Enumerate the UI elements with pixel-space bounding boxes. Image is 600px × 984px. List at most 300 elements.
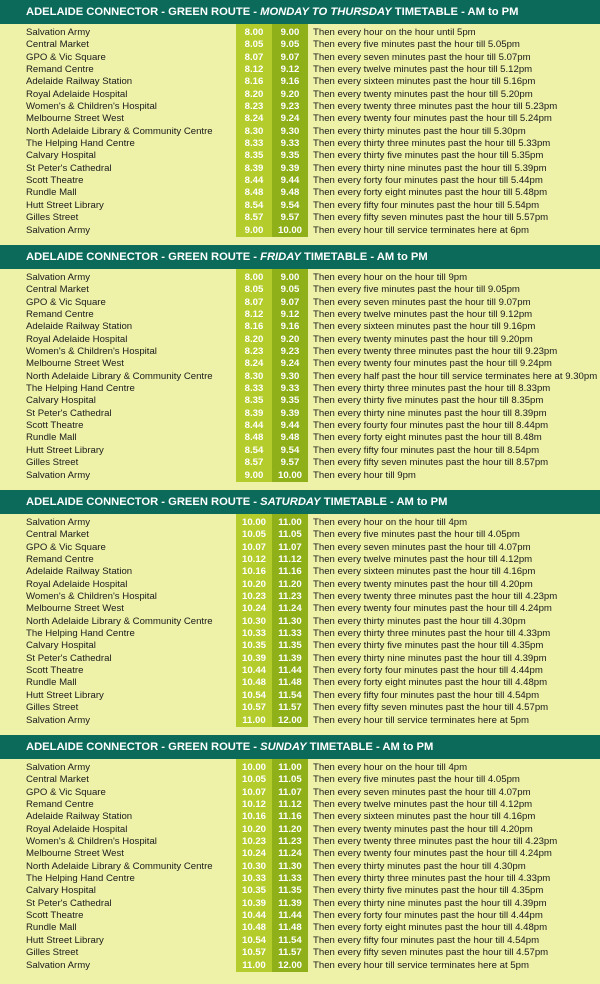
stop-name: GPO & Vic Square — [26, 296, 106, 308]
frequency-note: Then every twelve minutes past the hour till 4.12pm — [313, 554, 533, 566]
header-day-label: SATURDAY — [260, 496, 321, 508]
second-departure-time: 9.12 — [280, 309, 300, 321]
second-departure-time: 11.20 — [278, 578, 302, 590]
first-departure-time: 10.39 — [241, 897, 266, 909]
stop-name: Women's & Children's Hospital — [26, 346, 157, 358]
second-departure-time: 11.33 — [278, 628, 302, 640]
second-departure-time: 9.12 — [280, 64, 300, 76]
first-departure-time: 10.24 — [241, 848, 266, 860]
stop-name: Gilles Street — [26, 702, 79, 714]
stop-name: Salvation Army — [26, 469, 90, 481]
frequency-note: Then every twelve minutes past the hour till 5.12pm — [313, 64, 533, 76]
first-departure-time: 10.39 — [241, 652, 266, 664]
first-departure-time: 8.07 — [244, 51, 264, 63]
first-departure-time: 8.44 — [244, 420, 264, 432]
stop-name: Hutt Street Library — [26, 444, 104, 456]
frequency-note: Then every sixteen minutes past the hour till 9.16pm — [313, 321, 536, 333]
first-departure-time: 9.00 — [244, 224, 264, 236]
frequency-note: Then every hour on the hour till 4pm — [313, 762, 468, 773]
stop-name: Hutt Street Library — [26, 689, 104, 701]
table-row — [0, 76, 600, 88]
stop-name: Women's & Children's Hospital — [26, 101, 157, 113]
frequency-note: Then every twelve minutes past the hour till 9.12pm — [313, 309, 533, 321]
table-row — [0, 445, 600, 457]
first-departure-time: 10.23 — [241, 836, 266, 848]
second-departure-time: 9.07 — [280, 51, 300, 63]
table-row — [0, 101, 600, 113]
timetable-table — [0, 514, 600, 727]
table-row — [0, 616, 600, 628]
stop-name: Rundle Mall — [26, 432, 77, 444]
second-departure-time: 9.24 — [280, 113, 300, 125]
stop-name: Melbourne Street West — [26, 603, 124, 615]
first-departure-time: 8.57 — [244, 457, 264, 469]
frequency-note: Then every fifty four minutes past the hour till 4.54pm — [313, 934, 540, 946]
header-route-label: ADELAIDE CONNECTOR - GREEN ROUTE - — [26, 6, 261, 18]
second-departure-time: 9.48 — [280, 432, 300, 444]
frequency-note: Then every twenty minutes past the hour till 4.20pm — [313, 578, 533, 590]
stop-name: Scott Theatre — [26, 420, 84, 432]
second-departure-time: 9.35 — [280, 150, 300, 162]
frequency-note: Then every hour on the hour till 4pm — [313, 517, 468, 528]
frequency-note: Then every twenty three minutes past the hour till 4.23pm — [313, 591, 558, 603]
second-departure-time: 11.48 — [278, 922, 302, 934]
first-departure-time: 10.30 — [241, 615, 266, 627]
frequency-note: Then every sixteen minutes past the hour till 5.16pm — [313, 76, 536, 88]
header-day-label: SUNDAY — [260, 741, 307, 753]
first-departure-time: 10.35 — [241, 640, 266, 652]
first-departure-time: 10.05 — [241, 774, 266, 786]
second-departure-time: 9.54 — [280, 199, 300, 211]
table-row — [0, 321, 600, 333]
first-departure-time: 8.16 — [244, 76, 264, 88]
frequency-note: Then every twenty four minutes past the hour till 4.24pm — [313, 603, 552, 615]
frequency-note: Then every seven minutes past the hour till 4.07pm — [313, 541, 531, 553]
frequency-note: Then every forty eight minutes past the hour till 4.48pm — [313, 922, 548, 934]
second-departure-time: 9.16 — [280, 76, 300, 88]
second-departure-time: 9.39 — [280, 407, 300, 419]
section-header — [0, 490, 600, 514]
table-row — [0, 225, 600, 237]
table-row — [0, 200, 600, 212]
frequency-note: Then every five minutes past the hour till 4.05pm — [313, 529, 520, 541]
stop-name: GPO & Vic Square — [26, 541, 106, 553]
stop-name: Royal Adelaide Hospital — [26, 88, 128, 100]
second-departure-time: 9.23 — [280, 101, 300, 113]
frequency-note: Then every twenty three minutes past the hour till 9.23pm — [313, 346, 558, 358]
table-row — [0, 811, 600, 823]
second-departure-time: 11.39 — [278, 652, 302, 664]
first-departure-time: 11.00 — [242, 714, 266, 726]
second-departure-time: 9.20 — [280, 88, 300, 100]
second-departure-time: 9.24 — [280, 358, 300, 370]
table-row — [0, 113, 600, 125]
frequency-note: Then every twenty three minutes past the hour till 5.23pm — [313, 101, 558, 113]
frequency-note: Then every thirty three minutes past the hour till 5.33pm — [313, 138, 551, 150]
second-departure-time: 9.57 — [280, 457, 300, 469]
first-departure-time: 8.48 — [244, 187, 264, 199]
stop-name: Women's & Children's Hospital — [26, 591, 157, 603]
stop-name: Adelaide Railway Station — [26, 321, 133, 333]
first-departure-time: 10.44 — [241, 665, 266, 677]
frequency-note: Then every thirty nine minutes past the hour till 4.39pm — [313, 897, 547, 909]
stop-name: Salvation Army — [26, 959, 90, 971]
first-departure-time: 8.12 — [244, 64, 264, 76]
table-row — [0, 922, 600, 934]
frequency-note: Then every fifty seven minutes past the hour till 5.57pm — [313, 212, 549, 224]
table-row — [0, 690, 600, 702]
stop-name: The Helping Hand Centre — [26, 138, 135, 150]
first-departure-time: 10.30 — [241, 860, 266, 872]
table-row — [0, 824, 600, 836]
table-row — [0, 579, 600, 591]
stop-name: The Helping Hand Centre — [26, 873, 135, 885]
frequency-note: Then every twenty minutes past the hour till 5.20pm — [313, 88, 533, 100]
first-departure-time: 10.44 — [241, 910, 266, 922]
stop-name: Remand Centre — [26, 64, 94, 76]
first-departure-time: 8.35 — [244, 395, 264, 407]
table-row — [0, 358, 600, 370]
second-departure-time: 11.23 — [278, 591, 302, 603]
second-departure-time: 11.12 — [278, 799, 302, 811]
first-departure-time: 10.12 — [241, 554, 266, 566]
first-departure-time: 10.12 — [241, 799, 266, 811]
frequency-note: Then every fifty seven minutes past the hour till 4.57pm — [313, 947, 549, 959]
timetable-section — [0, 490, 600, 727]
second-departure-time: 11.00 — [278, 762, 302, 773]
frequency-note: Then every forty eight minutes past the hour till 4.48pm — [313, 677, 548, 689]
frequency-note: Then every fourty four minutes past the hour till 8.44pm — [313, 420, 549, 432]
table-row — [0, 935, 600, 947]
second-departure-time: 11.24 — [278, 603, 302, 615]
second-departure-time: 9.05 — [280, 39, 300, 51]
frequency-note: Then every five minutes past the hour till 9.05pm — [313, 284, 520, 296]
table-row — [0, 702, 600, 714]
frequency-note: Then every fifty four minutes past the hour till 8.54pm — [313, 444, 540, 456]
second-departure-time: 9.30 — [280, 125, 300, 137]
frequency-note: Then every thirty three minutes past the hour till 4.33pm — [313, 628, 551, 640]
frequency-note: Then every fifty four minutes past the hour till 5.54pm — [313, 199, 540, 211]
first-departure-time: 10.23 — [241, 591, 266, 603]
second-departure-time: 11.16 — [278, 811, 302, 823]
stop-name: Salvation Army — [26, 762, 90, 773]
first-departure-time: 10.48 — [241, 677, 266, 689]
stop-name: Royal Adelaide Hospital — [26, 333, 128, 345]
first-departure-time: 8.23 — [244, 101, 264, 113]
stop-name: Scott Theatre — [26, 665, 84, 677]
frequency-note: Then every twenty four minutes past the hour till 4.24pm — [313, 848, 552, 860]
first-departure-time: 8.05 — [244, 284, 264, 296]
second-departure-time: 9.44 — [280, 420, 300, 432]
section-header — [0, 735, 600, 759]
stop-name: Hutt Street Library — [26, 199, 104, 211]
frequency-note: Then every thirty three minutes past the hour till 8.33pm — [313, 383, 551, 395]
second-departure-time: 9.30 — [280, 370, 300, 382]
table-row — [0, 284, 600, 296]
frequency-note: Then every forty four minutes past the hour till 4.44pm — [313, 910, 543, 922]
stop-name: Central Market — [26, 529, 89, 541]
second-departure-time: 10.00 — [277, 469, 302, 481]
table-row — [0, 212, 600, 224]
frequency-note: Then every forty eight minutes past the hour till 8.48m — [313, 432, 542, 444]
table-row — [0, 138, 600, 150]
table-row — [0, 420, 600, 432]
table-row — [0, 653, 600, 665]
frequency-note: Then every twenty four minutes past the hour till 5.24pm — [313, 113, 552, 125]
frequency-note: Then every hour till service terminates here at 5pm — [313, 959, 529, 971]
first-departure-time: 8.48 — [244, 432, 264, 444]
table-row — [0, 910, 600, 922]
first-departure-time: 8.05 — [244, 39, 264, 51]
header-timetable-label: TIMETABLE - AM to PM — [306, 741, 434, 753]
second-departure-time: 11.54 — [278, 689, 302, 701]
second-departure-time: 12.00 — [277, 959, 302, 971]
table-row — [0, 873, 600, 885]
table-row — [0, 383, 600, 395]
second-departure-time: 12.00 — [277, 714, 302, 726]
table-row — [0, 762, 600, 774]
table-row — [0, 861, 600, 873]
table-row — [0, 628, 600, 640]
table-row — [0, 787, 600, 799]
table-row — [0, 848, 600, 860]
frequency-note: Then every thirty minutes past the hour till 4.30pm — [313, 615, 526, 627]
stop-name: St Peter's Cathedral — [26, 652, 112, 664]
frequency-note: Then every five minutes past the hour till 5.05pm — [313, 39, 520, 51]
table-row — [0, 836, 600, 848]
stop-name: Melbourne Street West — [26, 848, 124, 860]
first-departure-time: 10.57 — [241, 947, 266, 959]
first-departure-time: 10.48 — [241, 922, 266, 934]
second-departure-time: 11.33 — [278, 873, 302, 885]
second-departure-time: 9.20 — [280, 333, 300, 345]
stop-name: Royal Adelaide Hospital — [26, 823, 128, 835]
timetable-section — [0, 0, 600, 237]
frequency-note: Then every seven minutes past the hour till 5.07pm — [313, 51, 531, 63]
second-departure-time: 9.05 — [280, 284, 300, 296]
frequency-note: Then every sixteen minutes past the hour till 4.16pm — [313, 811, 536, 823]
first-departure-time: 8.20 — [244, 88, 264, 100]
header-route-label: ADELAIDE CONNECTOR - GREEN ROUTE - — [26, 741, 261, 753]
second-departure-time: 9.16 — [280, 321, 300, 333]
table-row — [0, 799, 600, 811]
frequency-note: Then every half past the hour till service terminates here at 9.30pm — [313, 370, 597, 382]
first-departure-time: 8.39 — [244, 162, 264, 174]
first-departure-time: 10.57 — [241, 702, 266, 714]
second-departure-time: 9.39 — [280, 162, 300, 174]
table-row — [0, 89, 600, 101]
stop-name: Calvary Hospital — [26, 395, 96, 407]
section-header — [0, 245, 600, 269]
timetable-section — [0, 245, 600, 482]
table-row — [0, 665, 600, 677]
timetable-table — [0, 759, 600, 972]
stop-name: Scott Theatre — [26, 175, 84, 187]
first-departure-time: 8.30 — [244, 125, 264, 137]
stop-name: Rundle Mall — [26, 187, 77, 199]
stop-name: North Adelaide Library & Community Centre — [26, 615, 213, 627]
second-departure-time: 11.48 — [278, 677, 302, 689]
second-departure-time: 9.33 — [280, 138, 300, 150]
second-departure-time: 11.07 — [278, 541, 302, 553]
first-departure-time: 8.00 — [244, 272, 264, 283]
timetable-section — [0, 735, 600, 972]
second-departure-time: 11.35 — [278, 885, 302, 897]
table-row — [0, 163, 600, 175]
first-departure-time: 10.07 — [241, 541, 266, 553]
header-route-label: ADELAIDE CONNECTOR - GREEN ROUTE - — [26, 496, 261, 508]
frequency-note: Then every twenty four minutes past the hour till 9.24pm — [313, 358, 552, 370]
frequency-note: Then every forty four minutes past the hour till 4.44pm — [313, 665, 543, 677]
table-row — [0, 175, 600, 187]
header-day-label: FRIDAY — [260, 251, 301, 263]
first-departure-time: 8.54 — [244, 199, 264, 211]
table-row — [0, 603, 600, 615]
first-departure-time: 10.16 — [241, 566, 266, 578]
first-departure-time: 8.57 — [244, 212, 264, 224]
second-departure-time: 9.54 — [280, 444, 300, 456]
frequency-note: Then every fifty four minutes past the hour till 4.54pm — [313, 689, 540, 701]
first-departure-time: 10.54 — [241, 689, 266, 701]
first-departure-time: 10.20 — [241, 823, 266, 835]
second-departure-time: 9.00 — [280, 272, 300, 283]
second-departure-time: 9.35 — [280, 395, 300, 407]
stop-name: GPO & Vic Square — [26, 51, 106, 63]
frequency-note: Then every thirty five minutes past the hour till 5.35pm — [313, 150, 544, 162]
stop-name: Hutt Street Library — [26, 934, 104, 946]
table-row — [0, 395, 600, 407]
header-day-label: MONDAY TO THURSDAY — [260, 6, 392, 18]
frequency-note: Then every fifty seven minutes past the hour till 8.57pm — [313, 457, 549, 469]
stop-name: Royal Adelaide Hospital — [26, 578, 128, 590]
table-row — [0, 591, 600, 603]
frequency-note: Then every twelve minutes past the hour till 4.12pm — [313, 799, 533, 811]
table-row — [0, 566, 600, 578]
first-departure-time: 9.00 — [244, 469, 264, 481]
second-departure-time: 11.35 — [278, 640, 302, 652]
second-departure-time: 11.30 — [278, 860, 302, 872]
frequency-note: Then every thirty nine minutes past the hour till 8.39pm — [313, 407, 547, 419]
stop-name: Melbourne Street West — [26, 358, 124, 370]
stop-name: Remand Centre — [26, 554, 94, 566]
second-departure-time: 11.57 — [278, 947, 302, 959]
frequency-note: Then every hour till service terminates here at 5pm — [313, 714, 529, 726]
frequency-note: Then every thirty nine minutes past the hour till 5.39pm — [313, 162, 547, 174]
stop-name: Central Market — [26, 39, 89, 51]
second-departure-time: 11.44 — [278, 910, 302, 922]
table-row — [0, 272, 600, 284]
stop-name: North Adelaide Library & Community Centre — [26, 370, 213, 382]
table-row — [0, 640, 600, 652]
table-row — [0, 27, 600, 39]
second-departure-time: 9.00 — [280, 27, 300, 38]
second-departure-time: 11.57 — [278, 702, 302, 714]
table-row — [0, 529, 600, 541]
second-departure-time: 11.00 — [278, 517, 302, 528]
stop-name: St Peter's Cathedral — [26, 162, 112, 174]
second-departure-time: 9.07 — [280, 296, 300, 308]
stop-name: Calvary Hospital — [26, 885, 96, 897]
table-row — [0, 309, 600, 321]
table-row — [0, 297, 600, 309]
stop-name: Adelaide Railway Station — [26, 811, 133, 823]
header-timetable-label: TIMETABLE - AM to PM — [320, 496, 448, 508]
frequency-note: Then every thirty three minutes past the hour till 4.33pm — [313, 873, 551, 885]
frequency-note: Then every hour on the hour until 5pm — [313, 27, 476, 38]
second-departure-time: 9.33 — [280, 383, 300, 395]
table-row — [0, 408, 600, 420]
stop-name: St Peter's Cathedral — [26, 407, 112, 419]
table-row — [0, 187, 600, 199]
second-departure-time: 9.57 — [280, 212, 300, 224]
timetable-table — [0, 269, 600, 482]
stop-name: Salvation Army — [26, 517, 90, 528]
stop-name: Salvation Army — [26, 224, 90, 236]
stop-name: Central Market — [26, 774, 89, 786]
table-row — [0, 39, 600, 51]
stop-name: Central Market — [26, 284, 89, 296]
first-departure-time: 10.54 — [241, 934, 266, 946]
table-row — [0, 960, 600, 972]
frequency-note: Then every seven minutes past the hour till 4.07pm — [313, 786, 531, 798]
first-departure-time: 8.39 — [244, 407, 264, 419]
stop-name: Gilles Street — [26, 947, 79, 959]
table-row — [0, 457, 600, 469]
frequency-note: Then every twenty three minutes past the hour till 4.23pm — [313, 836, 558, 848]
stop-name: Melbourne Street West — [26, 113, 124, 125]
frequency-note: Then every twenty minutes past the hour till 9.20pm — [313, 333, 533, 345]
first-departure-time: 10.16 — [241, 811, 266, 823]
first-departure-time: 8.33 — [244, 383, 264, 395]
first-departure-time: 8.30 — [244, 370, 264, 382]
header-route-label: ADELAIDE CONNECTOR - GREEN ROUTE - — [26, 251, 261, 263]
first-departure-time: 10.35 — [241, 885, 266, 897]
frequency-note: Then every thirty five minutes past the hour till 8.35pm — [313, 395, 544, 407]
second-departure-time: 11.54 — [278, 934, 302, 946]
frequency-note: Then every sixteen minutes past the hour till 4.16pm — [313, 566, 536, 578]
table-row — [0, 715, 600, 727]
second-departure-time: 11.23 — [278, 836, 302, 848]
stop-name: North Adelaide Library & Community Centre — [26, 860, 213, 872]
table-row — [0, 677, 600, 689]
frequency-note: Then every thirty nine minutes past the hour till 4.39pm — [313, 652, 547, 664]
stop-name: St Peter's Cathedral — [26, 897, 112, 909]
stop-name: Adelaide Railway Station — [26, 566, 133, 578]
table-row — [0, 346, 600, 358]
first-departure-time: 8.54 — [244, 444, 264, 456]
frequency-note: Then every hour till 9pm — [313, 469, 416, 481]
first-departure-time: 8.12 — [244, 309, 264, 321]
frequency-note: Then every thirty five minutes past the hour till 4.35pm — [313, 640, 544, 652]
second-departure-time: 11.07 — [278, 786, 302, 798]
second-departure-time: 11.44 — [278, 665, 302, 677]
first-departure-time: 8.35 — [244, 150, 264, 162]
first-departure-time: 8.20 — [244, 333, 264, 345]
frequency-note: Then every fifty seven minutes past the hour till 4.57pm — [313, 702, 549, 714]
frequency-note: Then every forty eight minutes past the hour till 5.48pm — [313, 187, 548, 199]
table-row — [0, 470, 600, 482]
table-row — [0, 64, 600, 76]
second-departure-time: 11.24 — [278, 848, 302, 860]
first-departure-time: 10.24 — [241, 603, 266, 615]
table-row — [0, 334, 600, 346]
second-departure-time: 11.12 — [278, 554, 302, 566]
stop-name: Gilles Street — [26, 457, 79, 469]
frequency-note: Then every thirty minutes past the hour till 4.30pm — [313, 860, 526, 872]
second-departure-time: 11.16 — [278, 566, 302, 578]
first-departure-time: 8.00 — [244, 27, 264, 38]
second-departure-time: 11.05 — [278, 774, 302, 786]
